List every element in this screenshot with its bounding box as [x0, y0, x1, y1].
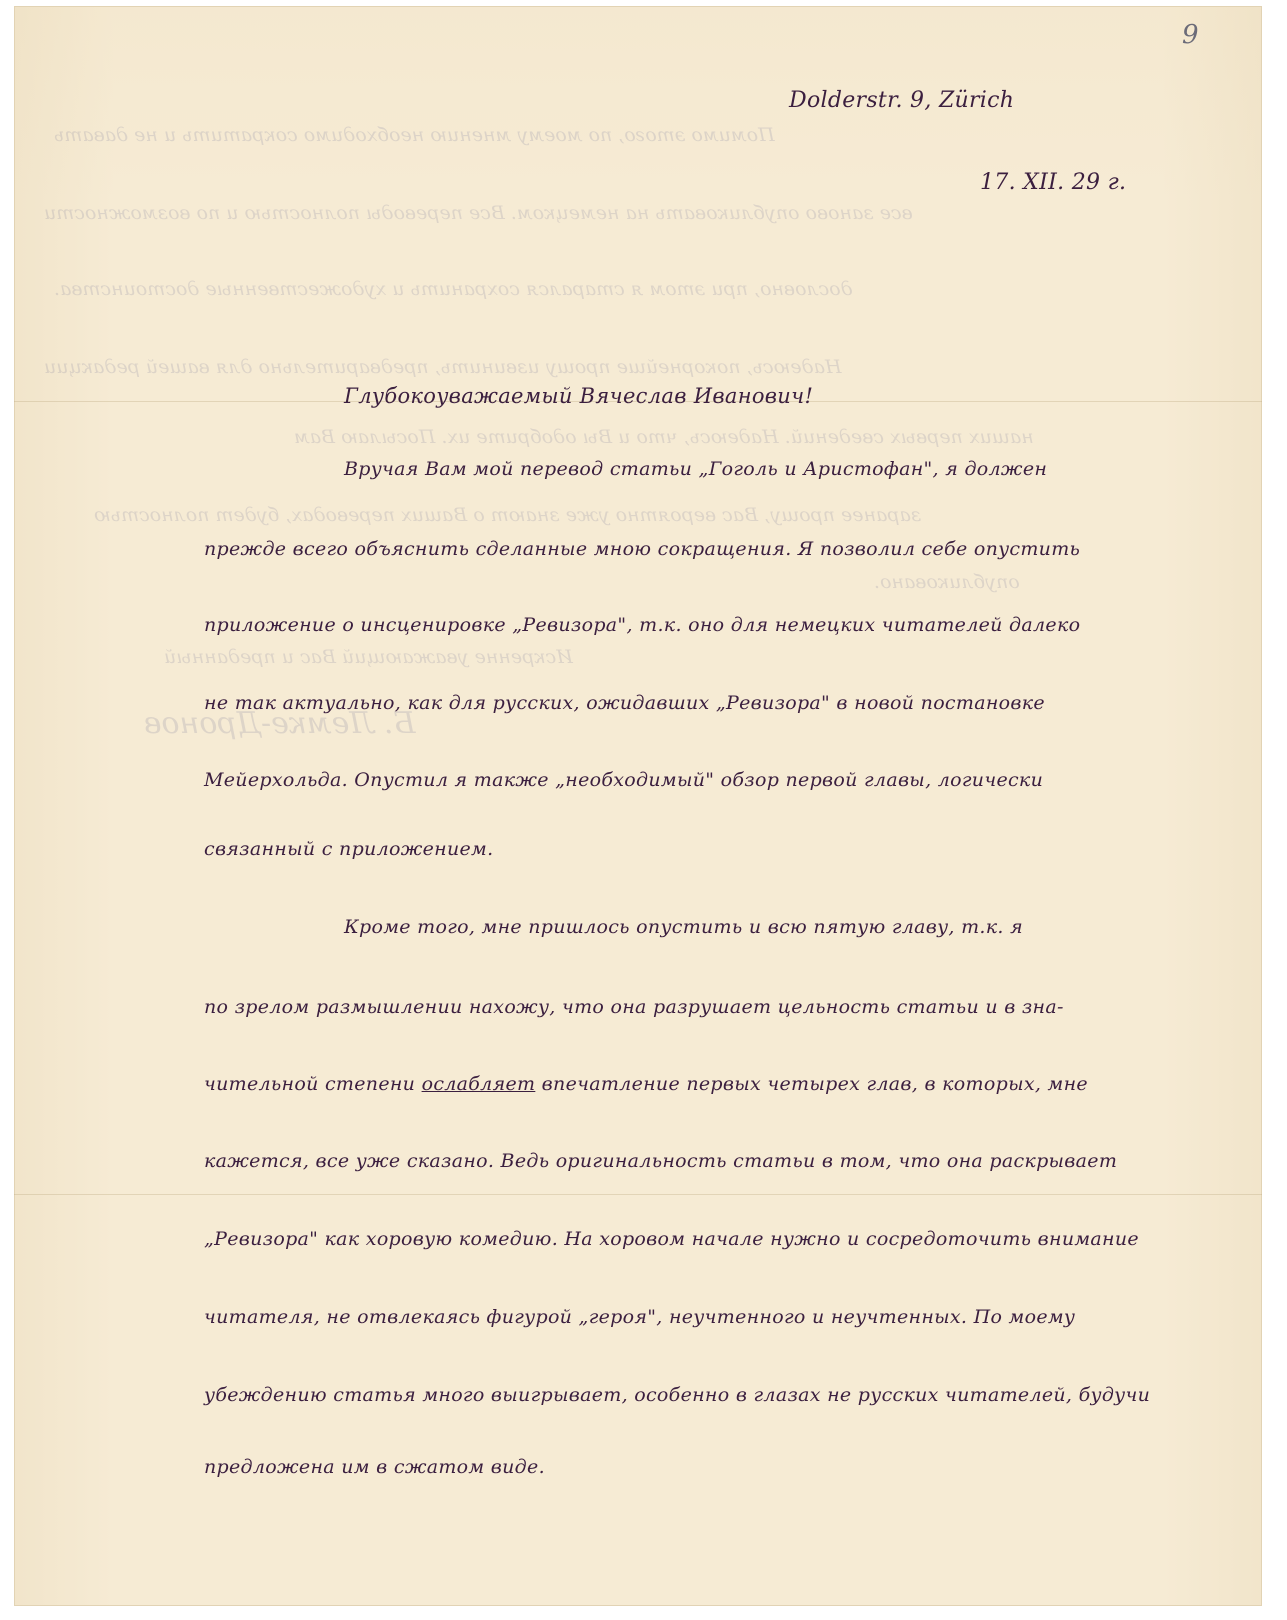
bleed-line: все заново опубликовать на немецком. Все переводы полностью и по возможности: [44, 202, 913, 224]
paper-fold-line: [14, 1194, 1262, 1195]
bleed-line: опубликовано.: [874, 571, 1020, 593]
bleed-line: Помимо этого, по моему мнению необходимо сократить и не давать: [54, 124, 775, 146]
letter-line: прежде всего объяснить сделанные мною сокращения. Я позволил себе опустить: [204, 538, 1081, 560]
letter-line: Кроме того, мне пришлось опустить и всю пятую главу, т.к. я: [344, 916, 1023, 938]
sender-address: Dolderstr. 9, Zürich: [789, 88, 1015, 113]
letter-line: Мейерхольда. Опустил я также „необходимый" обзор первой главы, логически: [204, 769, 1044, 791]
letter-line: приложение о инсценировке „Ревизора", т.к. оно для немецких читателей далеко: [204, 614, 1081, 636]
letter-line: кажется, все уже сказано. Ведь оригинальность статьи в том, что она раскрывает: [204, 1150, 1118, 1172]
letter-text-segment: впечатление первых четырех глав, в которых, мне: [541, 1073, 1088, 1095]
letter-text-segment: чительной степени: [204, 1073, 416, 1095]
letter-line-with-underline: [204, 1073, 1088, 1095]
bleed-line: заранее прошу, Вас вероятно уже знают о Ваших переводах, будет полностью: [94, 504, 922, 526]
letter-sheet: [14, 6, 1262, 1606]
underlined-word: ослабляет: [421, 1073, 536, 1095]
letter-line: предложена им в сжатом виде.: [204, 1456, 545, 1478]
salutation: Глубокоуважаемый Вячеслав Иванович!: [344, 384, 814, 408]
bleed-line: Искренне уважающий Вас и преданный: [164, 646, 573, 668]
letter-line: „Ревизора" как хоровую комедию. На хоровом начале нужно и сосредоточить внимание: [204, 1228, 1139, 1250]
bleed-line: дословно, при этом я старался сохранить и художественные достоинства.: [54, 278, 853, 300]
letter-date: 17. XII. 29 г.: [980, 170, 1127, 195]
letter-line: Вручая Вам мой перевод статьи „Гоголь и Аристофан", я должен: [344, 458, 1048, 480]
letter-line: убеждению статья много выигрывает, особенно в глазах не русских читателей, будучи: [204, 1384, 1151, 1406]
bleed-line: Надеюсь, покорнейше прошу извинить, предварительно для вашей редакции: [44, 356, 842, 378]
letter-line: читателя, не отвлекаясь фигурой „героя", неучтенного и неучтенных. По моему: [204, 1306, 1076, 1328]
letter-line: по зрелом размышлении нахожу, что она разрушает цельность статьи и в зна-: [204, 996, 1064, 1018]
bleed-signature: Б. Лемке-Дронов: [144, 706, 416, 741]
page-number: 9: [1182, 20, 1199, 50]
bleed-line: наших первых сведений. Надеюсь, что и Вы одобрите их. Посылаю Вам: [294, 426, 1034, 448]
letter-line: не так актуально, как для русских, ожидавших „Ревизора" в новой постановке: [204, 692, 1045, 714]
letter-line: связанный с приложением.: [204, 838, 494, 860]
